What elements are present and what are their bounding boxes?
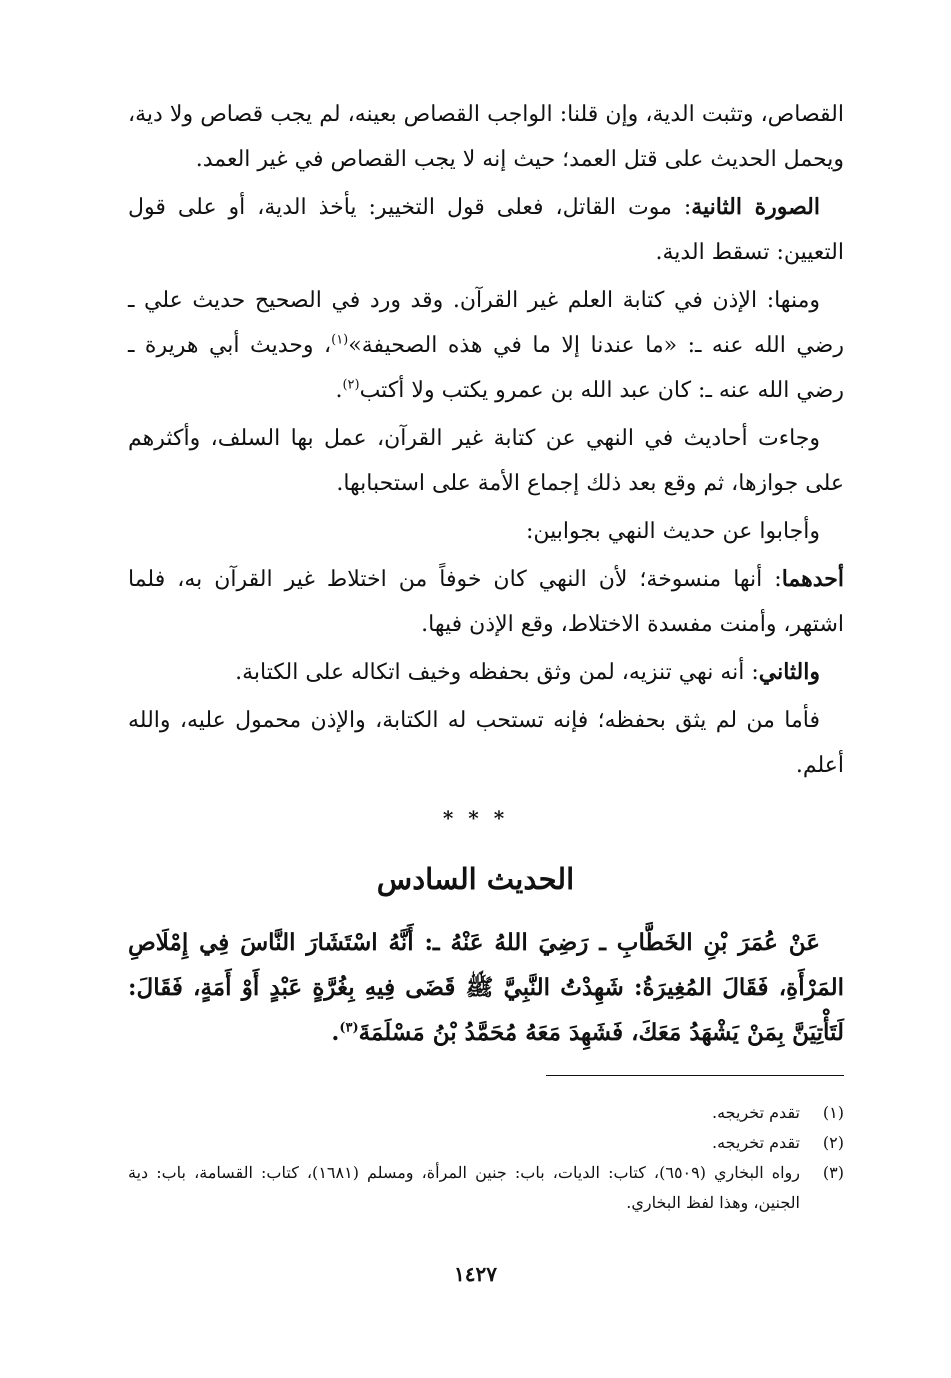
paragraph-1: القصاص، وتثبت الدية، وإن قلنا: الواجب القصاص بعينه، لم يجب قصاص ولا دية، ويحمل الحديث على قتل العمد؛ حيث إنه لا يجب القصاص في غير العمد.: [128, 102, 844, 172]
footnote-number: (٢): [822, 1133, 844, 1152]
paragraph-7-lead: والثاني: [758, 659, 820, 685]
footnote-number: (١): [822, 1103, 844, 1122]
paragraph-5: وأجابوا عن حديث النهي بجوابين:: [525, 519, 820, 544]
paragraph-6-lead: أحدهما: [781, 566, 844, 592]
footnote: [128, 1128, 844, 1158]
footnote-text: رواه البخاري (٦٥٠٩)، كتاب: الديات، باب: جنين المرأة، ومسلم (١٦٨١)، كتاب: القسامة، باب: دية الجنين، وهذا لفظ البخاري.: [128, 1163, 800, 1212]
paragraph-4: وجاءت أحاديث في النهي عن كتابة غير القرآن، عمل بها السلف، وأكثرهم على جوازها، ثم وقع بعد ذلك إجماع الأمة على استحبابها.: [128, 426, 844, 496]
hadith-body: عَنْ عُمَرَ بْنِ الخَطَّابِ ـ رَضِيَ اللهُ عَنْهُ ـ: أَنَّهُ اسْتَشَارَ النَّاسَ فِي إِمْلَاصِ المَرْأَةِ، فَقَالَ المُغِيرَةُ: شَهِدْتُ النَّبِيَّ ﷺ قَضَى فِيهِ بِغُرَّةٍ عَبْدٍ أَوْ أَمَةٍ، فَقَالَ: لَتَأْتِيَنَّ بِمَنْ يَشْهَدُ مَعَكَ، فَشَهِدَ مَعَهُ مُحَمَّدُ بْنُ مَسْلَمَةَ: [128, 929, 844, 1046]
footnote-divider: [546, 1075, 844, 1076]
paragraph-6: أحدهما: أنها منسوخة؛ لأن النهي كان خوفاً من اختلاط غير القرآن به، فلما اشتهر، وأمنت مفسدة الاختلاط، وقع الإذن فيها.: [128, 566, 844, 637]
paragraph-2: [128, 185, 844, 275]
section-separator: * * *: [442, 806, 509, 830]
footnote-text: تقدم تخريجه.: [712, 1133, 800, 1152]
paragraph-3: ومنها: الإذن في كتابة العلم غير القرآن. وقد ورد في الصحيح حديث علي ـ رضي الله عنه ـ: «ما عندنا إلا ما في هذه الصحيفة»$^{(١)}$، وحديث أبي هريرة ـ رضي الله عنه ـ: كان عبد الله بن عمرو يكتب ولا أكتب$^{(٢)}$.: [128, 288, 844, 403]
paragraph-7: والثاني: أنه نهي تنزيه، لمن وثق بحفظه وخيف اتكاله على الكتابة.: [235, 659, 820, 685]
footnote-ref-3: (٣): [339, 1020, 359, 1036]
footnote: [128, 1098, 844, 1128]
paragraph-8: فأما من لم يثق بحفظه؛ فإنه تستحب له الكتابة، والإذن محمول عليه، والله أعلم.: [128, 708, 844, 778]
paragraph-2-text: : موت القاتل، فعلى قول التخيير: يأخذ الدية، أو على قول التعيين: تسقط الدية.: [128, 195, 844, 265]
footnote-ref-2: (٢): [342, 377, 360, 393]
footnotes: [128, 1098, 844, 1218]
footnote: [128, 1158, 844, 1218]
section-heading: الحديث السادس: [376, 862, 575, 896]
main-text: [128, 92, 844, 791]
footnote-text: تقدم تخريجه.: [712, 1103, 800, 1122]
page-number: ١٤٢٧: [454, 1262, 497, 1286]
footnote-ref-1: (١): [331, 332, 349, 348]
paragraph-2-lead: الصورة الثانية: [691, 194, 820, 220]
footnote-number: (٣): [822, 1163, 844, 1182]
hadith-text: عَنْ عُمَرَ بْنِ الخَطَّابِ ـ رَضِيَ اللهُ عَنْهُ ـ: أَنَّهُ اسْتَشَارَ النَّاسَ فِي إِمْلَاصِ المَرْأَةِ، فَقَالَ المُغِيرَةُ: شَهِدْتُ النَّبِيَّ ﷺ قَضَى فِيهِ بِغُرَّةٍ عَبْدٍ أَوْ أَمَةٍ، فَقَالَ: لَتَأْتِيَنَّ بِمَنْ يَشْهَدُ مَعَكَ، فَشَهِدَ مَعَهُ مُحَمَّدُ بْنُ مَسْلَمَةَ$^{(٣)}$.: [128, 929, 844, 1046]
